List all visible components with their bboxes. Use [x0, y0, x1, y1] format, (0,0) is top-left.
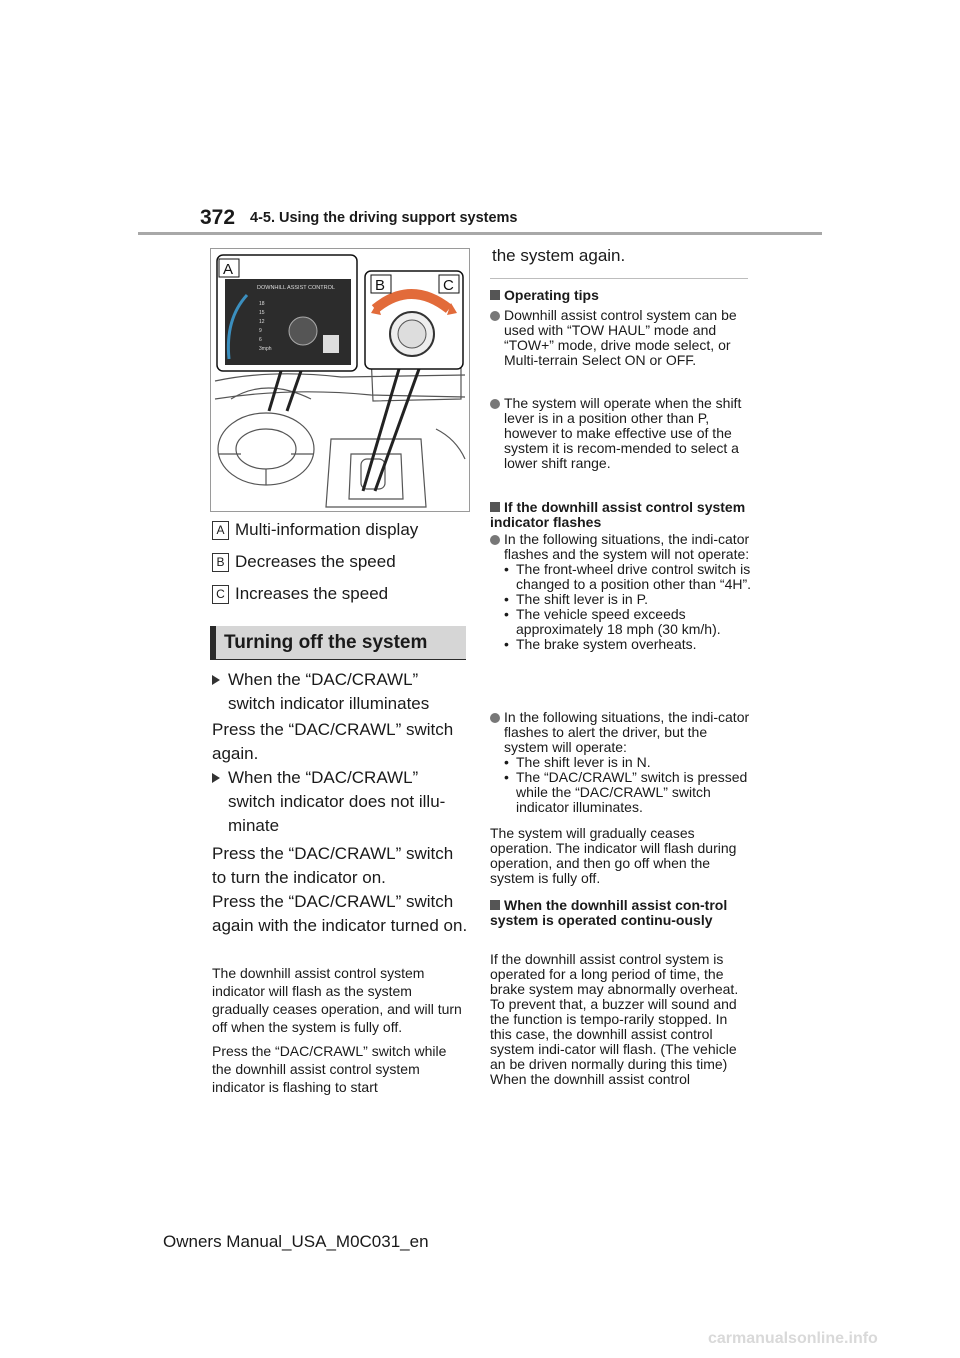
section-title: 4-5. Using the driving support systems [250, 210, 518, 226]
header-rule [138, 232, 822, 235]
list-item: • The vehicle speed exceeds approximately 18 mph (30 km/h). [504, 607, 752, 637]
legend-key: B [212, 553, 229, 572]
list-item: • The shift lever is in N. [504, 755, 752, 770]
tips-heading: Operating tips [490, 288, 599, 303]
legend-item-c [212, 584, 388, 604]
list-item: • The brake system overheats. [504, 637, 752, 652]
continuous-heading: When the downhill assist con-trol system is operated continu-ously [490, 897, 728, 928]
flash-paragraph: The system will gradually ceases operation. The indicator will flash during operation, and then go off when the system is fully off. [490, 825, 737, 886]
circle-bullet-icon [490, 311, 500, 321]
speed-tick: 6 [259, 337, 262, 343]
flash-heading: If the downhill assist control system indicator flashes [490, 499, 746, 530]
condition-item: When the “DAC/CRAWL” switch indicator does not illu-minate [212, 766, 468, 838]
continuous-paragraph: If the downhill assist control system is operated for a long period of time, the brake system may abnormally overheat. To prevent that, a buzzer will sound and the function is tempo-rarily stopped. In this case, the downhill assist control system indi-cator will flash. (The vehicle an be driven normally during this time) When the downhill assist control [490, 951, 739, 1087]
square-bullet-icon [490, 502, 500, 512]
square-bullet-icon [490, 900, 500, 910]
legend-label: Decreases the speed [235, 552, 396, 571]
arrow-icon [212, 675, 220, 685]
page-number: 372 [200, 206, 236, 229]
speed-tick: 12 [259, 319, 265, 325]
list-item: • The “DAC/CRAWL” switch is pressed while the “DAC/CRAWL” switch indicator illuminates. [504, 770, 752, 815]
callout-b-label: B [375, 277, 386, 294]
legend-label: Increases the speed [235, 584, 389, 603]
note-text: Press the “DAC/CRAWL” switch while the downhill assist control system indicator is flashing to start [212, 1043, 447, 1095]
speed-tick: 18 [259, 301, 265, 307]
circle-bullet-icon [490, 535, 500, 545]
speed-tick: 3mph [259, 346, 272, 352]
arrow-icon [212, 773, 220, 783]
legend-item-a [212, 520, 418, 540]
instruction-text: Press the “DAC/CRAWL” switch again with the indicator turned on. [212, 892, 468, 935]
screen-title: DOWNHILL ASSIST CONTROL [257, 285, 335, 291]
circle-bullet-icon [490, 713, 500, 723]
footer: Owners Manual_USA_M0C031_en [163, 1232, 429, 1251]
speed-tick: 15 [259, 310, 265, 316]
speed-tick: 9 [259, 328, 262, 334]
callout-c-label: C [443, 277, 454, 294]
circle-bullet-icon [490, 399, 500, 409]
legend-item-b [212, 552, 396, 572]
dashboard-illustration [210, 248, 470, 512]
list-item: • The shift lever is in P. [504, 592, 752, 607]
legend-label: Multi-information display [235, 520, 419, 539]
instruction-text: Press the “DAC/CRAWL” switch to turn the indicator on. [212, 844, 454, 887]
divider [490, 278, 748, 279]
list-item: • The front-wheel drive control switch is changed to a position other than “4H”. [504, 562, 752, 592]
instruction-text: Press the “DAC/CRAWL” switch again. [212, 720, 454, 763]
turning-off-heading [210, 626, 466, 660]
dashboard-drawing [211, 249, 469, 511]
turning-off-heading-text: Turning off the system [224, 632, 428, 653]
tip-item: The system will operate when the shift lever is in a position other than P, however to make effective use of the system it is recom-mended to select a lower shift range. [490, 396, 752, 490]
note-text: The downhill assist control system indicator will flash as the system gradually ceases operation, and will turn off when the system is fully off. [212, 965, 462, 1035]
continued-text: the system again. [492, 246, 626, 265]
flash-situations: In the following situations, the indi-cator flashes and the system will not operate: • The front-wheel drive control switch is changed to a position other than “4H”. • The shift lever is in P. • The vehicle speed exceeds approximately 18 mph (30 km/h). • The brake system overheats. [490, 532, 752, 702]
watermark: carmanualsonline.info [708, 1330, 878, 1347]
callout-a-label: A [223, 261, 234, 278]
legend-key: C [212, 585, 229, 604]
condition-item: When the “DAC/CRAWL” switch indicator illuminates [212, 668, 468, 716]
tip-item: Downhill assist control system can be used with “TOW HAUL” mode and “TOW+” mode, drive mode select, or Multi-terrain Select ON or OFF. [490, 308, 752, 388]
legend-key: A [212, 521, 229, 540]
square-bullet-icon [490, 290, 500, 300]
flash-situations: In the following situations, the indi-cator flashes to alert the driver, but the system will operate: • The shift lever is in N. • The “DAC/CRAWL” switch is pressed while the “DAC/CRAWL” switch indicator illuminates. [490, 710, 752, 820]
